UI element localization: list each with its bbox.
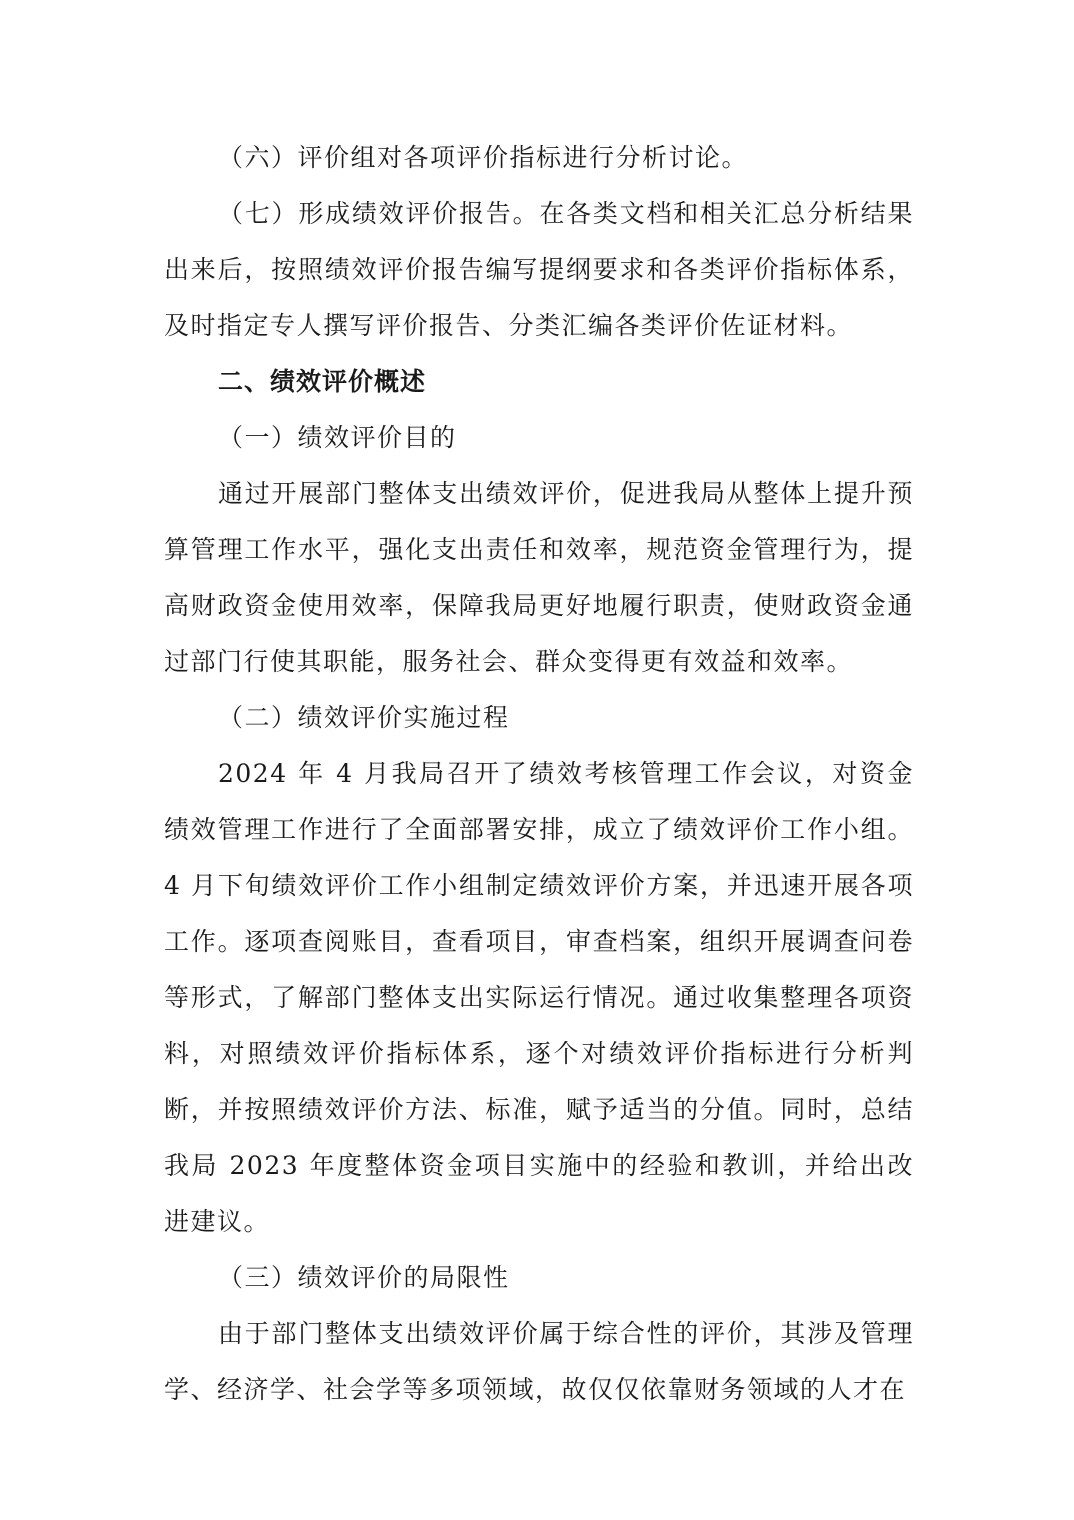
subsection-7-paragraph: （七）形成绩效评价报告。在各类文档和相关汇总分析结果出来后，按照绩效评价报告编写提纲要求和各类评价指标体系，及时指定专人撰写评价报告、分类汇编各类评价佐证材料。 — [164, 199, 914, 340]
section-2-heading: 二、绩效评价概述 — [218, 367, 427, 396]
evaluation-process-paragraph: 2024 年 4 月我局召开了绩效考核管理工作会议，对资金绩效管理工作进行了全面部署安排，成立了绩效评价工作小组。4 月下旬绩效评价工作小组制定绩效评价方案，并迅速开展各项工作。逐项查阅账目，查看项目，审查档案，组织开展调查问卷等形式，了解部门整体支出实际运行情况。通过收集整理各项资料，对照绩效评价指标体系，逐个对绩效评价指标进行分析判断，并按照绩效评价方法、标准，赋予适当的分值。同时，总结我局 2023 年度整体资金项目实施中的经验和教训，并给出改进建议。 — [164, 759, 914, 1236]
evaluation-purpose-paragraph: 通过开展部门整体支出绩效评价，促进我局从整体上提升预算管理工作水平，强化支出责任和效率，规范资金管理行为，提高财政资金使用效率，保障我局更好地履行职责，使财政资金通过部门行使其职能，服务社会、群众变得更有效益和效率。 — [164, 479, 914, 676]
evaluation-process-heading: （二）绩效评价实施过程 — [218, 703, 510, 732]
document-body — [164, 130, 914, 1418]
evaluation-purpose-heading: （一）绩效评价目的 — [218, 423, 457, 452]
subsection-6-heading: （六）评价组对各项评价指标进行分析讨论。 — [218, 143, 749, 172]
evaluation-limitations-heading: （三）绩效评价的局限性 — [218, 1263, 510, 1292]
evaluation-limitations-paragraph: 由于部门整体支出绩效评价属于综合性的评价，其涉及管理学、经济学、社会学等多项领域，故仅仅依靠财务领域的人才在 — [164, 1319, 914, 1404]
